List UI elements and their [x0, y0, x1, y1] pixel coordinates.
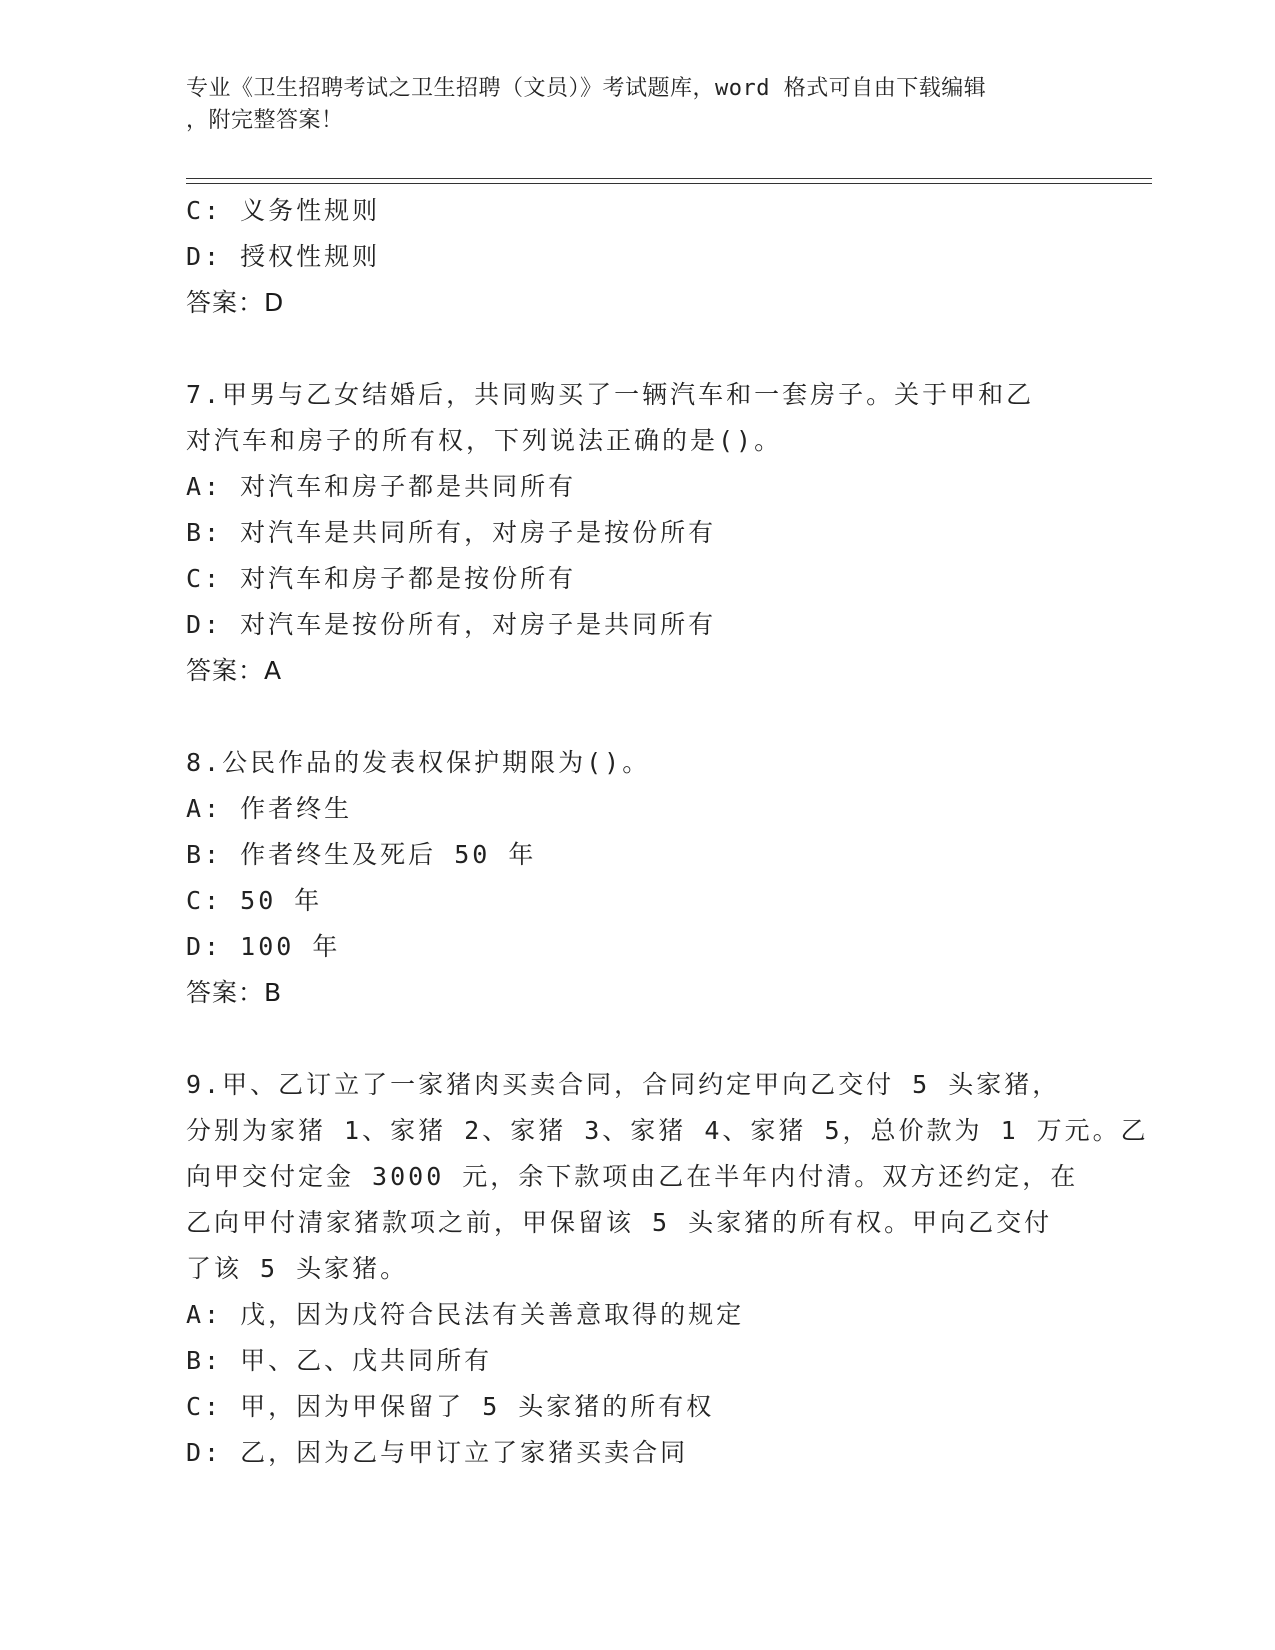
option-c: C: 50 年 — [186, 886, 323, 915]
option-b: B: 对汽车是共同所有，对房子是按份所有 — [186, 518, 717, 547]
option-a: A: 对汽车和房子都是共同所有 — [186, 472, 577, 501]
option-d: D: 100 年 — [186, 932, 341, 961]
question-text-line: 对汽车和房子的所有权，下列说法正确的是()。 — [186, 426, 783, 455]
question-text-line: 了该 5 头家猪。 — [186, 1254, 409, 1283]
header-line-1: 专业《卫生招聘考试之卫生招聘（文员）》考试题库，word 格式可自由下载编辑 — [186, 76, 987, 101]
question-8 — [186, 740, 1086, 1016]
header-line-2: ，附完整答案！ — [186, 108, 344, 133]
option-b: B: 作者终生及死后 50 年 — [186, 840, 537, 869]
option-a: A: 戊，因为戊符合民法有关善意取得的规定 — [186, 1300, 745, 1329]
page-header — [186, 73, 1086, 137]
answer-line: 答案：A — [186, 656, 283, 685]
option-d: D: 授权性规则 — [186, 242, 381, 271]
question-9 — [186, 1062, 1149, 1476]
question-text-line: 9.甲、乙订立了一家猪肉买卖合同，合同约定甲向乙交付 5 头家猪， — [186, 1070, 1061, 1099]
spacer — [186, 326, 1086, 372]
option-d: D: 对汽车是按份所有，对房子是共同所有 — [186, 610, 717, 639]
spacer — [186, 1016, 1086, 1062]
question-text-line: 分别为家猪 1、家猪 2、家猪 3、家猪 4、家猪 5，总价款为 1 万元。乙 — [186, 1116, 1149, 1145]
header-divider-top — [186, 178, 1152, 179]
option-d: D: 乙，因为乙与甲订立了家猪买卖合同 — [186, 1438, 689, 1467]
question-content — [186, 188, 1149, 1476]
option-a: A: 作者终生 — [186, 794, 353, 823]
question-text-line: 向甲交付定金 3000 元，余下款项由乙在半年内付清。双方还约定，在 — [186, 1162, 1079, 1191]
option-b: B: 甲、乙、戊共同所有 — [186, 1346, 493, 1375]
question-text-line: 8.公民作品的发表权保护期限为()。 — [186, 748, 651, 777]
option-c: C: 义务性规则 — [186, 196, 381, 225]
question-7 — [186, 372, 1086, 694]
spacer — [186, 694, 1086, 740]
question-text-line: 乙向甲付清家猪款项之前，甲保留该 5 头家猪的所有权。甲向乙交付 — [186, 1208, 1053, 1237]
answer-line: 答案：D — [186, 288, 285, 317]
previous-question — [186, 188, 1086, 326]
answer-line: 答案：B — [186, 978, 283, 1007]
option-c: C: 甲，因为甲保留了 5 头家猪的所有权 — [186, 1392, 715, 1421]
header-divider-bottom — [186, 183, 1152, 184]
option-c: C: 对汽车和房子都是按份所有 — [186, 564, 577, 593]
question-text-line: 7.甲男与乙女结婚后，共同购买了一辆汽车和一套房子。关于甲和乙 — [186, 380, 1035, 409]
